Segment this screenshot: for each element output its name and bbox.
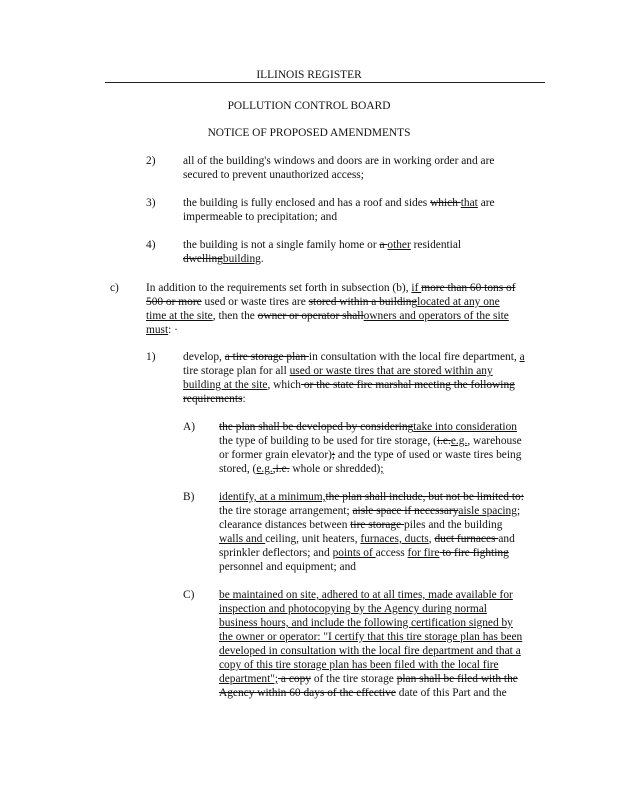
inserted-text: a (519, 351, 525, 363)
inserted-text: points of (332, 547, 376, 559)
inserted-text: identify, at a minimum, (219, 491, 326, 503)
deleted-text: duct furnaces (434, 533, 499, 545)
deleted-text: i.e. (436, 435, 451, 447)
inserted-text: e.g. (256, 463, 273, 475)
deleted-text: the plan shall be developed by considering (219, 421, 414, 433)
header-rule (105, 82, 545, 83)
item-C-line1 (219, 588, 513, 603)
deleted-text: tire storage (350, 519, 405, 531)
subsection-c-line2: 500 or more used or waste tires are stored within a buildinglocated at any one (146, 296, 500, 308)
deleted-text: ; (331, 449, 336, 461)
subsection-c-line4: must: · (146, 324, 178, 336)
item-C-line5 (219, 644, 521, 659)
item-c1-number: 1) (146, 351, 156, 363)
inserted-text: the owner or operator: "I certify that this tire storage plan has been (219, 631, 523, 643)
inserted-text: business hours, and include the following certification signed by (219, 617, 513, 629)
notice-title: NOTICE OF PROPOSED AMENDMENTS (207, 127, 411, 139)
deleted-text: or the state fire marshal meeting the following (301, 379, 515, 391)
inserted-text: e.g. (450, 435, 468, 447)
item-c1-line1: develop, a tire storage plan in consultation with the local fire department, a (183, 351, 525, 363)
inserted-text: take into consideration (413, 421, 517, 433)
inserted-text: furnaces, ducts (360, 533, 429, 545)
subsection-c-line1: In addition to the requirements set forth in subsection (b), if more than 60 tons of (146, 282, 516, 294)
deleted-text: a copy (278, 673, 311, 685)
inserted-text: if (411, 282, 422, 294)
item-B-line3: clearance distances between tire storage piles and the building (219, 519, 503, 531)
item-3-line2: impermeable to precipitation; and (183, 211, 338, 223)
item-C-line2 (219, 602, 487, 617)
inserted-text: walls and (219, 533, 266, 545)
inserted-text: building (222, 253, 261, 265)
subsection-c-label: c) (110, 282, 119, 294)
item-3-number: 3) (146, 197, 156, 209)
deleted-text: aisle space if necessary (352, 505, 459, 517)
item-4-line1: the building is not a single family home or a other residential (183, 239, 462, 251)
item-A-line2: the type of building to be used for tire storage, (i.e.e.g., warehouse (219, 435, 522, 447)
inserted-text: building at the site (183, 379, 268, 391)
item-c1-line4: requirements: (183, 393, 246, 405)
inserted-text: located at any one (417, 296, 500, 308)
inserted-text: time at the site (146, 310, 213, 322)
item-C-line3 (219, 616, 513, 631)
item-2-line1: all of the building's windows and doors are in working order and are (183, 155, 495, 167)
item-B-line5: sprinkler deflectors; and points of access for fire to fire fighting (219, 547, 509, 559)
deleted-text: a tire storage plan (224, 351, 309, 363)
inserted-text: department"; (219, 673, 279, 685)
deleted-text: the plan shall include, but not be limited to: (325, 491, 524, 503)
deleted-text: dwelling (183, 253, 223, 265)
deleted-text: plan shall be filed with the (396, 673, 518, 685)
item-A-label: A) (183, 421, 196, 433)
item-B-line4: walls and ceiling, unit heaters, furnaces, ducts, duct furnaces and (219, 533, 515, 545)
inserted-text: developed in consultation with the local fire department and that a (219, 645, 521, 657)
item-B-label: B) (183, 491, 195, 503)
deleted-text: a (379, 239, 388, 251)
item-2-number: 2) (146, 155, 156, 167)
subsection-c-line3: time at the site, then the owner or operator shallowners and operators of the site (146, 310, 509, 322)
board-title: POLLUTION CONTROL BOARD (227, 100, 391, 112)
inserted-text: inspection and photocopying by the Agency during normal (219, 603, 487, 615)
deleted-text: requirements (183, 393, 243, 405)
item-3-line1: the building is fully enclosed and has a roof and sides which that are (183, 197, 495, 209)
inserted-text: that (460, 197, 478, 209)
item-A-line1 (219, 420, 517, 435)
deleted-text: owner or operator shall (257, 310, 364, 322)
item-B-line6: personnel and equipment; and (219, 561, 356, 573)
item-C-line4 (219, 630, 522, 645)
item-C-line7: department"; a copy of the tire storage plan shall be filed with the (219, 673, 518, 685)
item-B-line2: the tire storage arrangement; aisle space if necessaryaisle spacing; (219, 505, 521, 517)
item-C-line8: Agency within 60 days of the effective date of this Part and the (219, 687, 507, 699)
item-C-label: C) (183, 589, 195, 601)
inserted-text: ; (380, 463, 384, 475)
deleted-text: stored within a building (308, 296, 418, 308)
item-B-line1 (219, 490, 524, 505)
inserted-text: must (146, 324, 169, 336)
inserted-text: be maintained on site, adhered to at all times, made available for (219, 589, 513, 601)
item-C-line6 (219, 658, 499, 673)
inserted-text: copy of this tire storage plan has been filed with the local fire (219, 659, 499, 671)
inserted-text: other (387, 239, 411, 251)
deleted-text: ,i.e. (272, 463, 290, 475)
item-c1-line2: tire storage plan for all used or waste tires that are stored within any (183, 365, 493, 377)
deleted-text: 500 or more (146, 296, 202, 308)
item-4-number: 4) (146, 239, 156, 251)
deleted-text: to fire fighting (439, 547, 509, 559)
item-4-line2: dwellingbuilding. (183, 253, 264, 265)
deleted-text: which (430, 197, 461, 209)
item-A-line4: stored, (e.g.,i.e. whole or shredded); (219, 463, 384, 475)
inserted-text: for fire (407, 547, 440, 559)
register-title: ILLINOIS REGISTER (256, 69, 362, 81)
item-A-line3: or former grain elevator); and the type of used or waste tires being (219, 449, 522, 461)
inserted-text: used or waste tires that are stored within any (289, 365, 493, 377)
inserted-text: owners and operators of the site (363, 310, 509, 322)
item-2-line2: secured to prevent unauthorized access; (183, 169, 364, 181)
inserted-text: aisle spacing (458, 505, 517, 517)
deleted-text: more than 60 tons of (421, 282, 516, 294)
item-c1-line3: building at the site, which or the state fire marshal meeting the following (183, 379, 515, 391)
deleted-text: Agency within 60 days of the effective (219, 687, 396, 699)
